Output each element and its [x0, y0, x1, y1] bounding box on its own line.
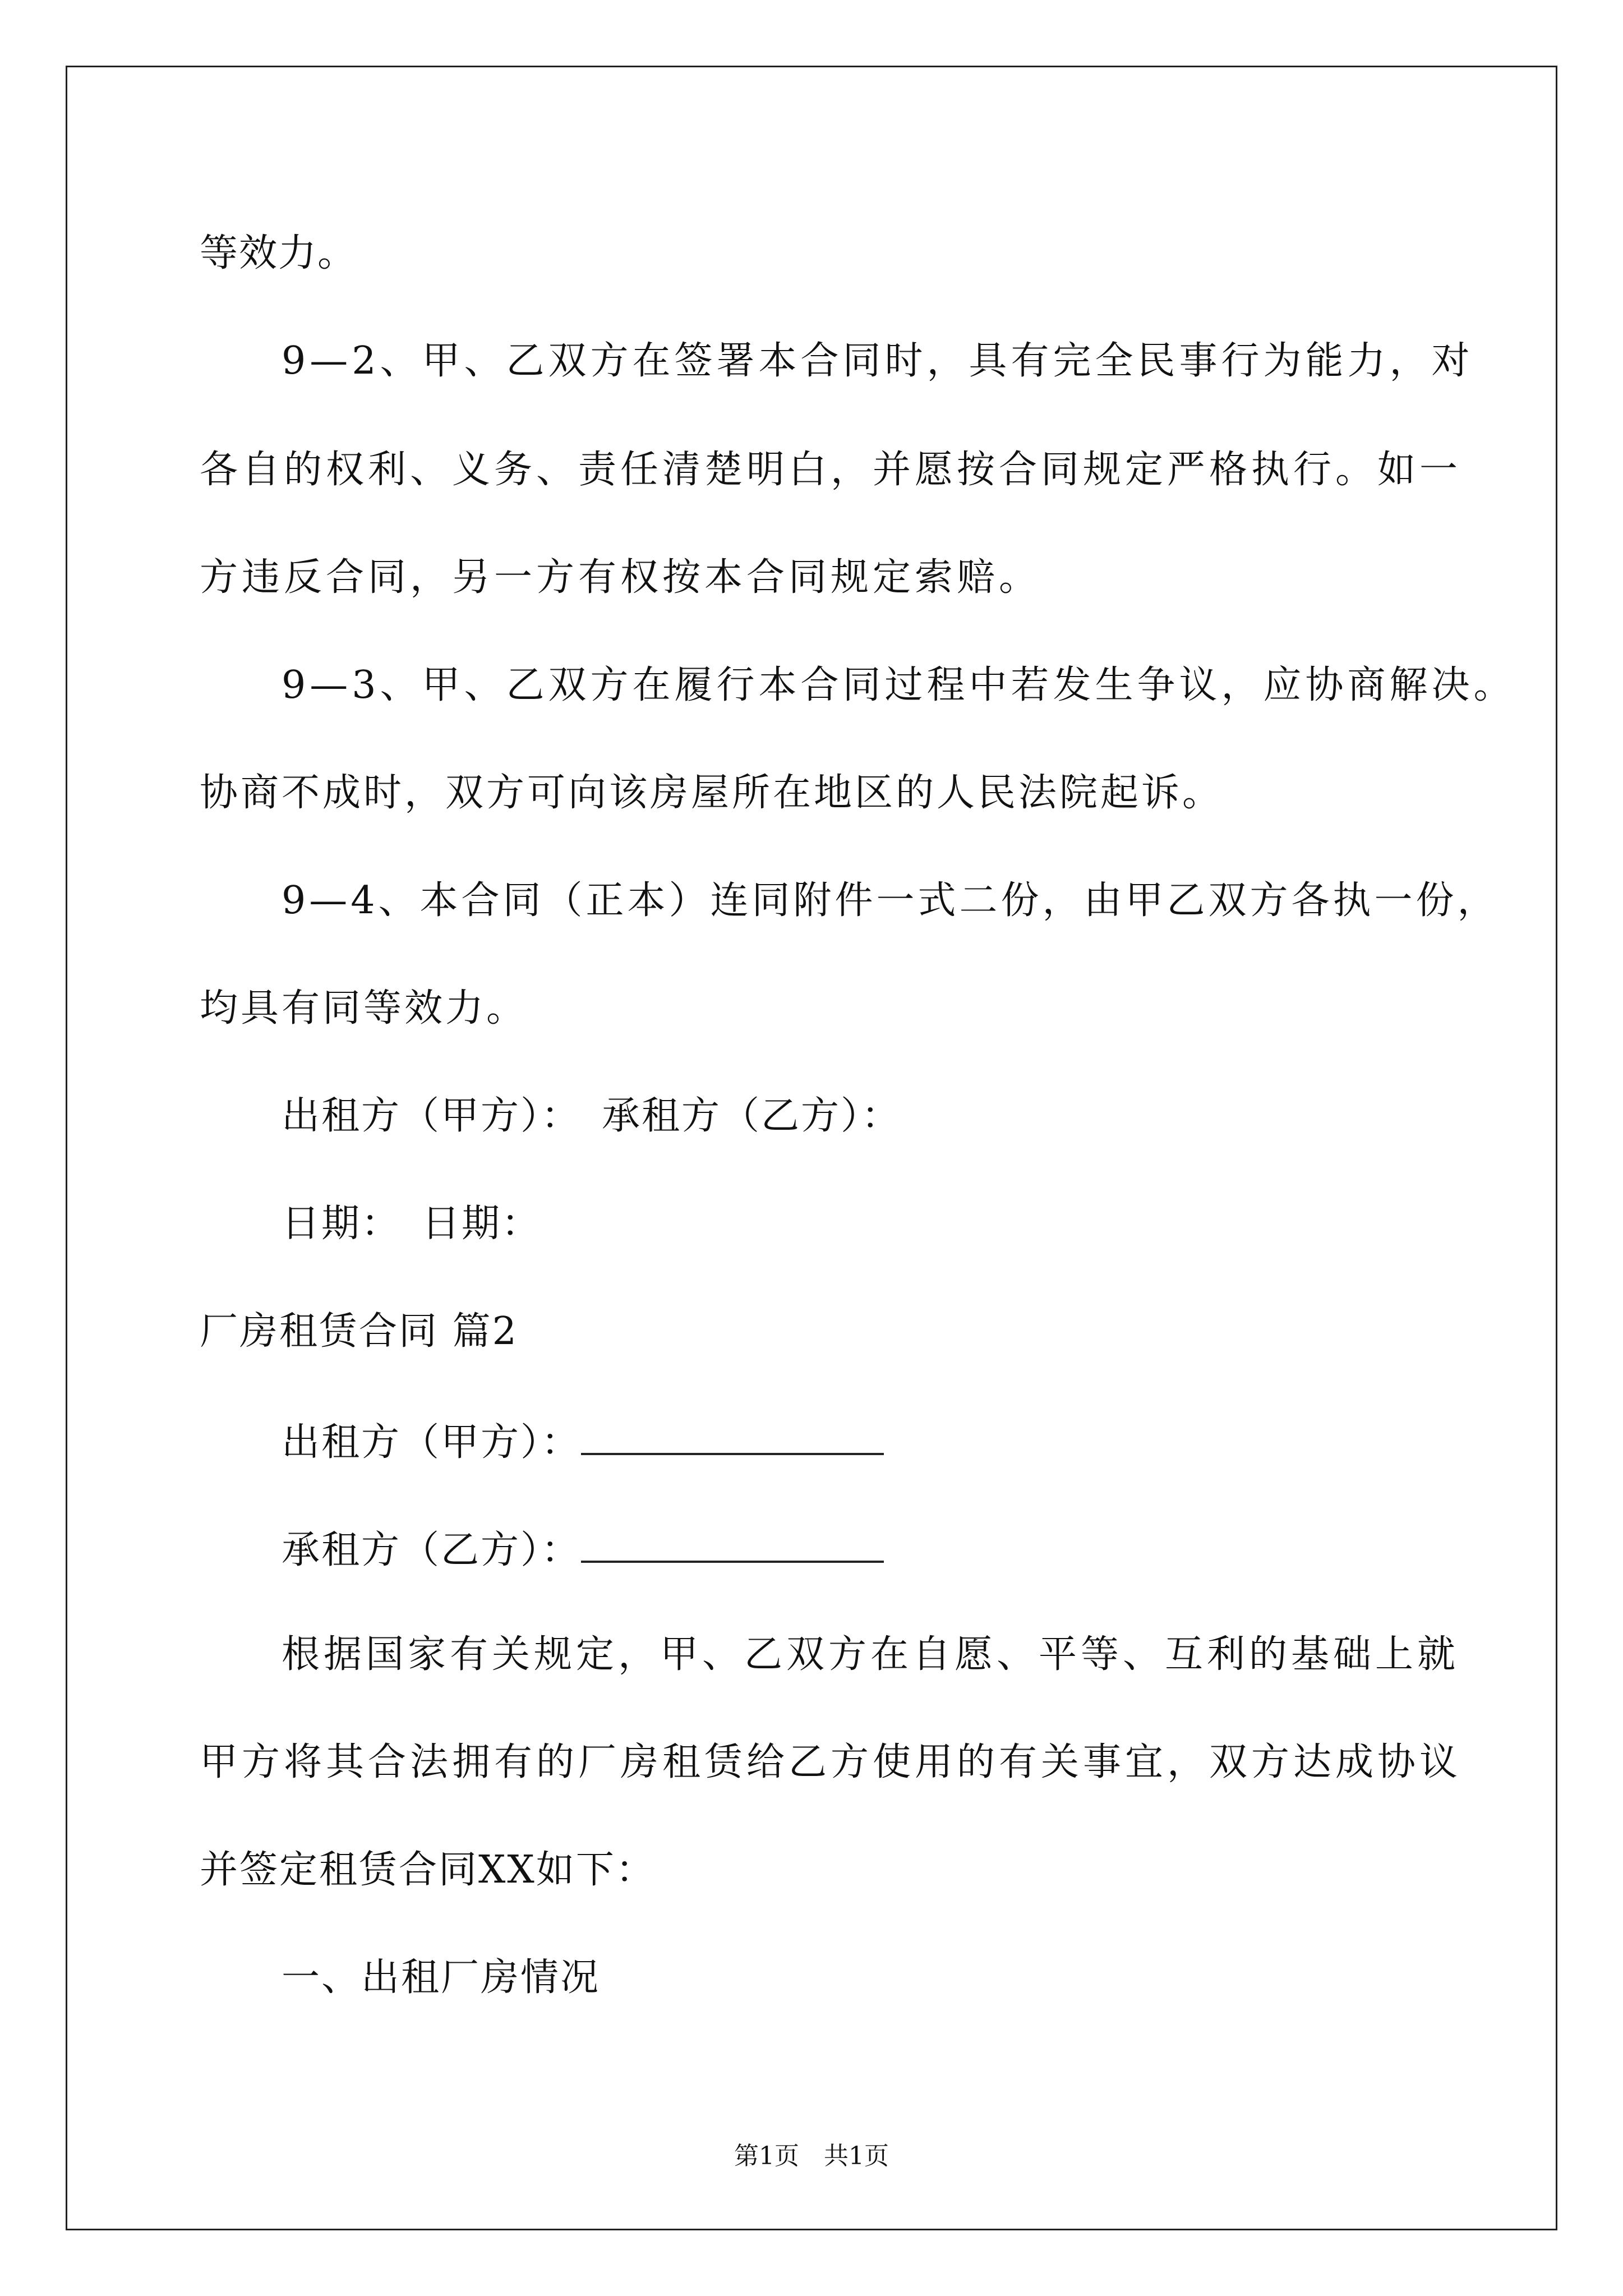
- paragraph-line: 甲方将其合法拥有的厂房租赁给乙方使用的有关事宜，双方达成协议: [200, 1740, 1462, 1784]
- subsection-heading: 一、出租厂房情况: [282, 1955, 601, 2000]
- paragraph-line: 并签定租赁合同XX如下：: [200, 1848, 656, 1892]
- paragraph-line: 等效力。: [200, 231, 357, 275]
- lessee-line: [282, 1528, 884, 1570]
- clause-9-3-line: 9—3、甲、乙双方在履行本合同过程中若发生争议，应协商解决。: [282, 663, 1516, 707]
- signature-parties-line: 出租方（甲方）： 承租方（乙方）：: [282, 1094, 902, 1138]
- paragraph-line: 协商不成时，双方可向该房屋所在地区的人民法院起诉。: [200, 771, 1224, 815]
- paragraph-line: 各自的权利、义务、责任清楚明白，并愿按合同规定严格执行。如一: [200, 448, 1462, 492]
- paragraph-line: 方违反合同，另一方有权按本合同规定索赔。: [200, 555, 1041, 600]
- paragraph-line: 均具有同等效力。: [200, 986, 528, 1030]
- lessor-line: [282, 1420, 884, 1465]
- signature-dates-line: 日期： 日期：: [282, 1202, 542, 1246]
- lessor-label: 出租方（甲方）：: [282, 1420, 582, 1465]
- paragraph-line: 根据国家有关规定，甲、乙双方在自愿、平等、互利的基础上就: [282, 1632, 1460, 1677]
- page-footer: 第1页 共1页: [734, 2142, 889, 2170]
- page-border: [66, 66, 1557, 2230]
- lessor-blank: [581, 1420, 884, 1455]
- clause-9-2-line: 9—2、甲、乙双方在签署本合同时，具有完全民事行为能力，对: [282, 339, 1474, 383]
- lessee-blank: [581, 1528, 884, 1563]
- lessee-label: 承租方（乙方）：: [282, 1528, 582, 1572]
- section-heading: 厂房租赁合同 篇2: [200, 1309, 518, 1354]
- clause-9-4-line: 9—4、本合同（正本）连同附件一式二份，由甲乙双方各执一份，: [282, 878, 1499, 923]
